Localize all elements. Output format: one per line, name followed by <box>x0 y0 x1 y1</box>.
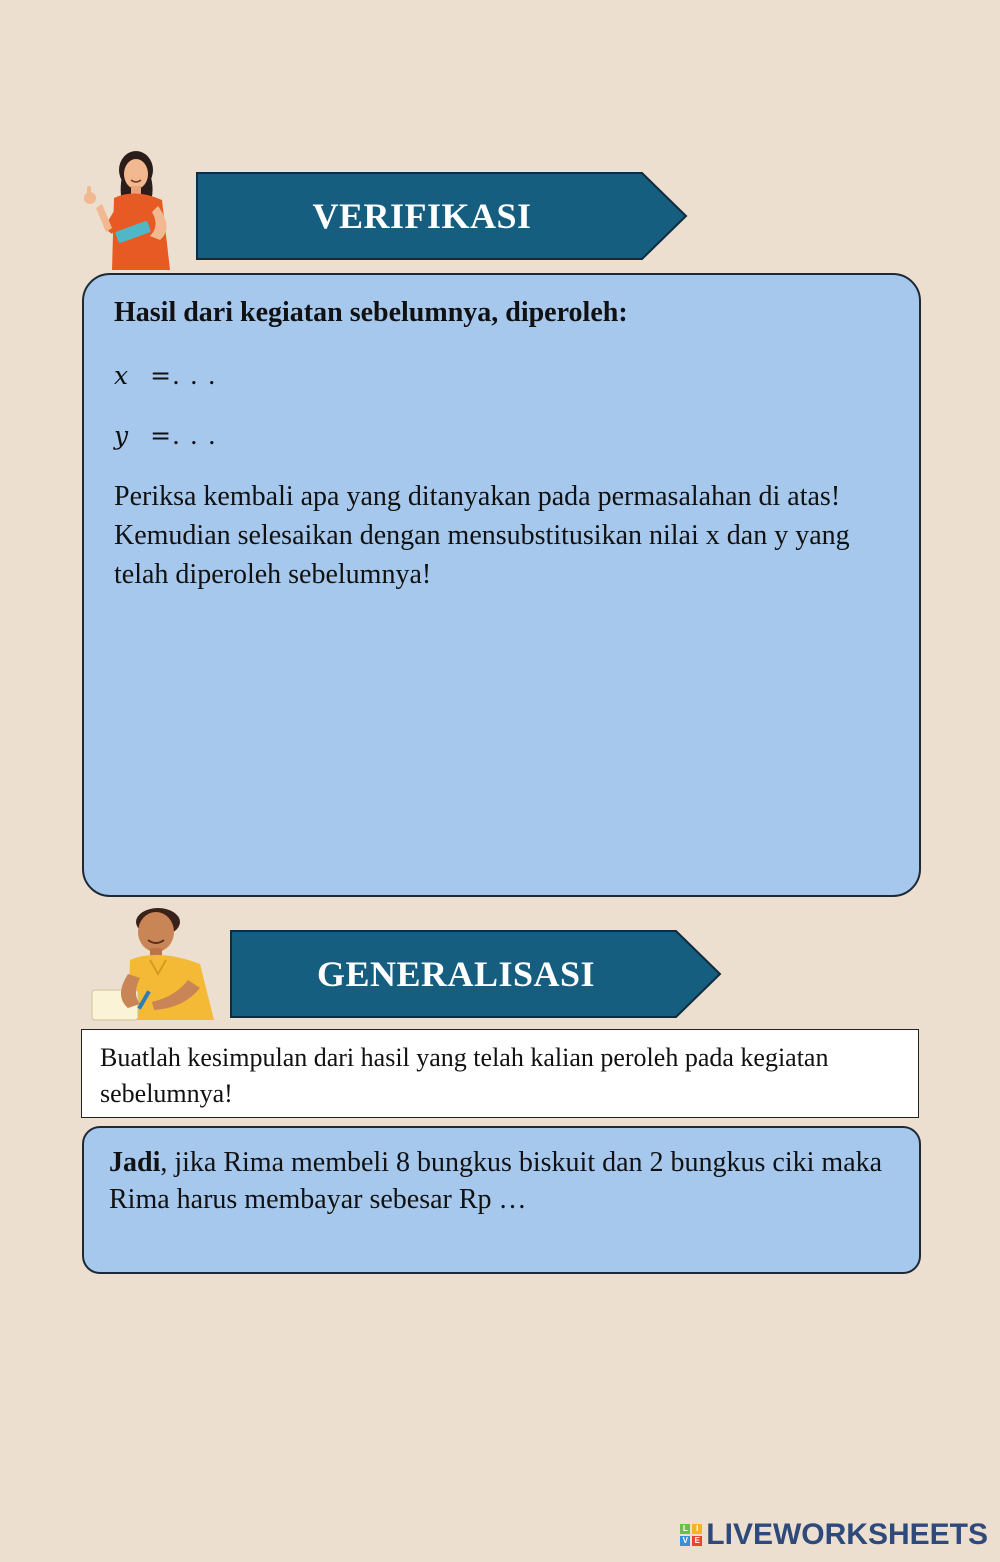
generalisasi-prompt: Buatlah kesimpulan dari hasil yang telah kalian peroleh pada kegiatan sebelumnya! <box>100 1043 829 1108</box>
verifikasi-banner <box>196 172 688 260</box>
brand-name: LIVEWORKSHEETS <box>706 1518 988 1551</box>
conclusion-box <box>82 1126 921 1274</box>
conclusion-bold: Jadi <box>109 1147 161 1178</box>
liveworksheets-logo-icon: L I V E <box>680 1524 702 1546</box>
conclusion-rest: , jika Rima membeli 8 bungkus biskuit dan 2 bungkus ciki maka Rima harus membayar sebesar Rp … <box>109 1147 883 1215</box>
liveworksheets-brand[interactable] <box>680 1518 988 1552</box>
student-illustration <box>88 904 218 1024</box>
verifikasi-instruction: Periksa kembali apa yang ditanyakan pada permasalahan di atas! Kemudian selesaikan dengan mensubstitusikan nilai x dan y yang telah diperoleh sebelumnya! <box>114 481 850 590</box>
x-equation <box>114 361 217 390</box>
answer-area[interactable] <box>114 605 884 865</box>
x-equals-blank: =. . . <box>150 361 217 390</box>
x-variable: x <box>114 361 130 390</box>
y-equation <box>114 421 217 450</box>
generalisasi-banner <box>230 930 722 1018</box>
teacher-illustration <box>78 148 182 270</box>
verifikasi-heading: Hasil dari kegiatan sebelumnya, diperoleh: <box>114 297 628 328</box>
generalisasi-title: GENERALISASI <box>316 954 596 994</box>
verifikasi-box <box>82 273 921 897</box>
verifikasi-title: VERIFIKASI <box>312 196 532 236</box>
conclusion-answer-field[interactable] <box>604 1188 894 1224</box>
y-equals-blank: =. . . <box>150 421 217 450</box>
y-variable: y <box>114 421 130 450</box>
generalisasi-prompt-box <box>81 1029 919 1118</box>
